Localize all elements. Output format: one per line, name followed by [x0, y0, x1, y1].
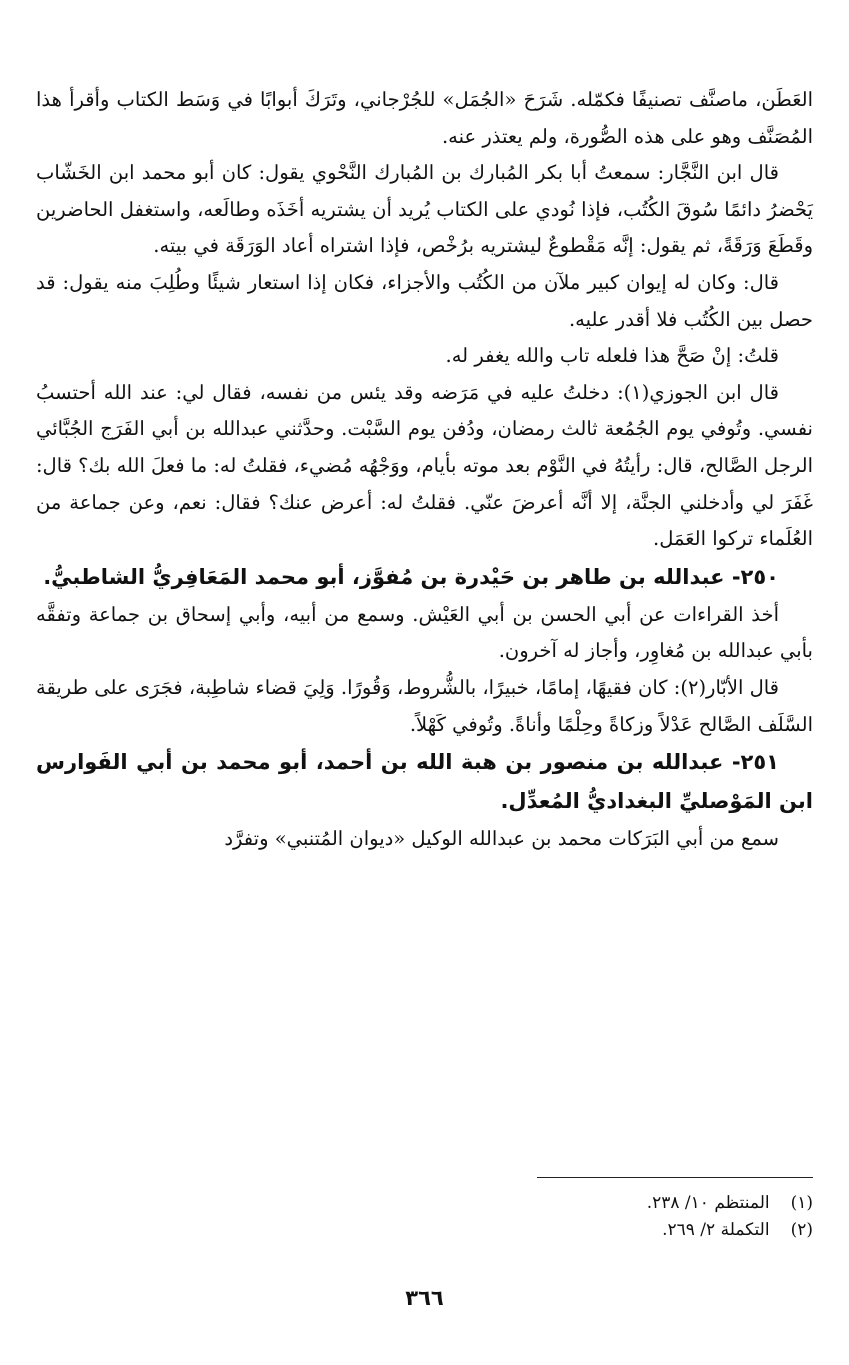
footnote-text: المنتظم ١٠/ ٢٣٨.: [646, 1193, 770, 1213]
paragraph-ibn-najjar: قال ابن النَّجَّار: سمعتُ أبا بكر المُبارك بن المُبارك النَّحْوي يقول: كان أبو محمد ابن الخَشّاب يَحْضرُ دائمًا سُوقَ الكُتُب، فإذا نُودي على الكتاب يُريد أن يشتريه أخَذَه وطالَعه، واستغفل الحاضرين وقَطَعَ وَرَقَةً، ثم يقول: إنَّه مَقْطوعٌ ليشتريه برُخْص، فإذا اشتراه أعاد الوَرَقَة في بيته.: [36, 161, 813, 258]
main-text: [36, 82, 813, 858]
footnote-mark: (٢): [790, 1220, 813, 1240]
page-number: ٣٦٦: [405, 1286, 444, 1310]
footnote-text: التكملة ٢/ ٢٦٩.: [662, 1220, 770, 1240]
paragraph-iwan: قال: وكان له إيوان كبير ملآن من الكُتُب والأجزاء، فكان إذا استعار شيئًا وطُلِبَ منه يقول: قد حصل بين الكُتُب فلا أقدر عليه.: [36, 270, 813, 331]
entry-250-paragraph: أخذ القراءات عن أبي الحسن بن أبي العَيْش. وسمع من أبيه، وأبي إسحاق بن جماعة وتفقَّه بأبي عبدالله بن مُغاوِر، وأجاز له آخرون.: [36, 602, 813, 663]
footnotes: [313, 1190, 813, 1244]
entry-heading-251: ٢٥١- عبدالله بن منصور بن هبة الله بن أحمد، أبو محمد بن أبي الفَوارس ابن المَوْصليِّ البغداديُّ المُعدِّل.: [36, 750, 813, 814]
footnote-mark: (١): [790, 1193, 813, 1213]
paragraph-ibn-jawzi: قال ابن الجوزي(١): دخلتُ عليه في مَرَضه وقد يئس من نفسه، فقال لي: عند الله أحتسبُ نفسي. وتُوفي يوم الجُمُعة ثالث رمضان، ودُفن يوم السَّبْت. وحدَّثني عبدالله بن أبي الفَرَج الجُبَّائي الرجل الصَّالح، قال: رأيتُهُ في النَّوْم بعد موته بأيام، ووَجْهُه مُضيء، فقلتُ له: ما فعلَ الله بك؟ قال: غَفَرَ لي وأدخلني الجنَّة، إلا أنَّه أعرضَ عنّي. فقلتُ له: أعرض عنك؟ فقال: نعم، وعن جماعة من العُلَماء تركوا العَمَل.: [35, 380, 813, 551]
entry-heading-250: ٢٥٠- عبدالله بن طاهر بن حَيْدرة بن مُفوَّز، أبو محمد المَعَافِريُّ الشاطبيُّ.: [43, 564, 779, 589]
footnote-divider: [537, 1177, 813, 1178]
footnote-item: [313, 1190, 813, 1217]
footnote-item: [313, 1217, 813, 1244]
entry-251-paragraph: سمع من أبي البَرَكات محمد بن عبدالله الوكيل «ديوان المُتنبي» وتفرَّد: [224, 827, 779, 851]
paragraph-qultu: قلتُ: إنْ صَحَّ هذا فلعله تاب والله يغفر له.: [445, 344, 779, 368]
paragraph-continued: العَطَن، ماصنَّف تصنيفًا فكمّله. شَرَحَ «الجُمَل» للجُرْجاني، وتَرَكَ أبوابًا في وَسَط الكتاب وأقرأ هذا المُصَنَّف وهو على هذه الصُّورة، ولم يعتذر عنه.: [36, 88, 813, 148]
entry-250-paragraph: قال الأبّار(٢): كان فقيهًا، إمامًا، خبيرًا، بالشُّروط، وَقُورًا. وَلِيَ قضاء شاطِبة، فجَرَى على طريقة السَّلَف الصَّالح عَدْلاً وزكاةً وحِلْمًا وأناةً. وتُوفي كَهْلاً.: [36, 675, 813, 736]
